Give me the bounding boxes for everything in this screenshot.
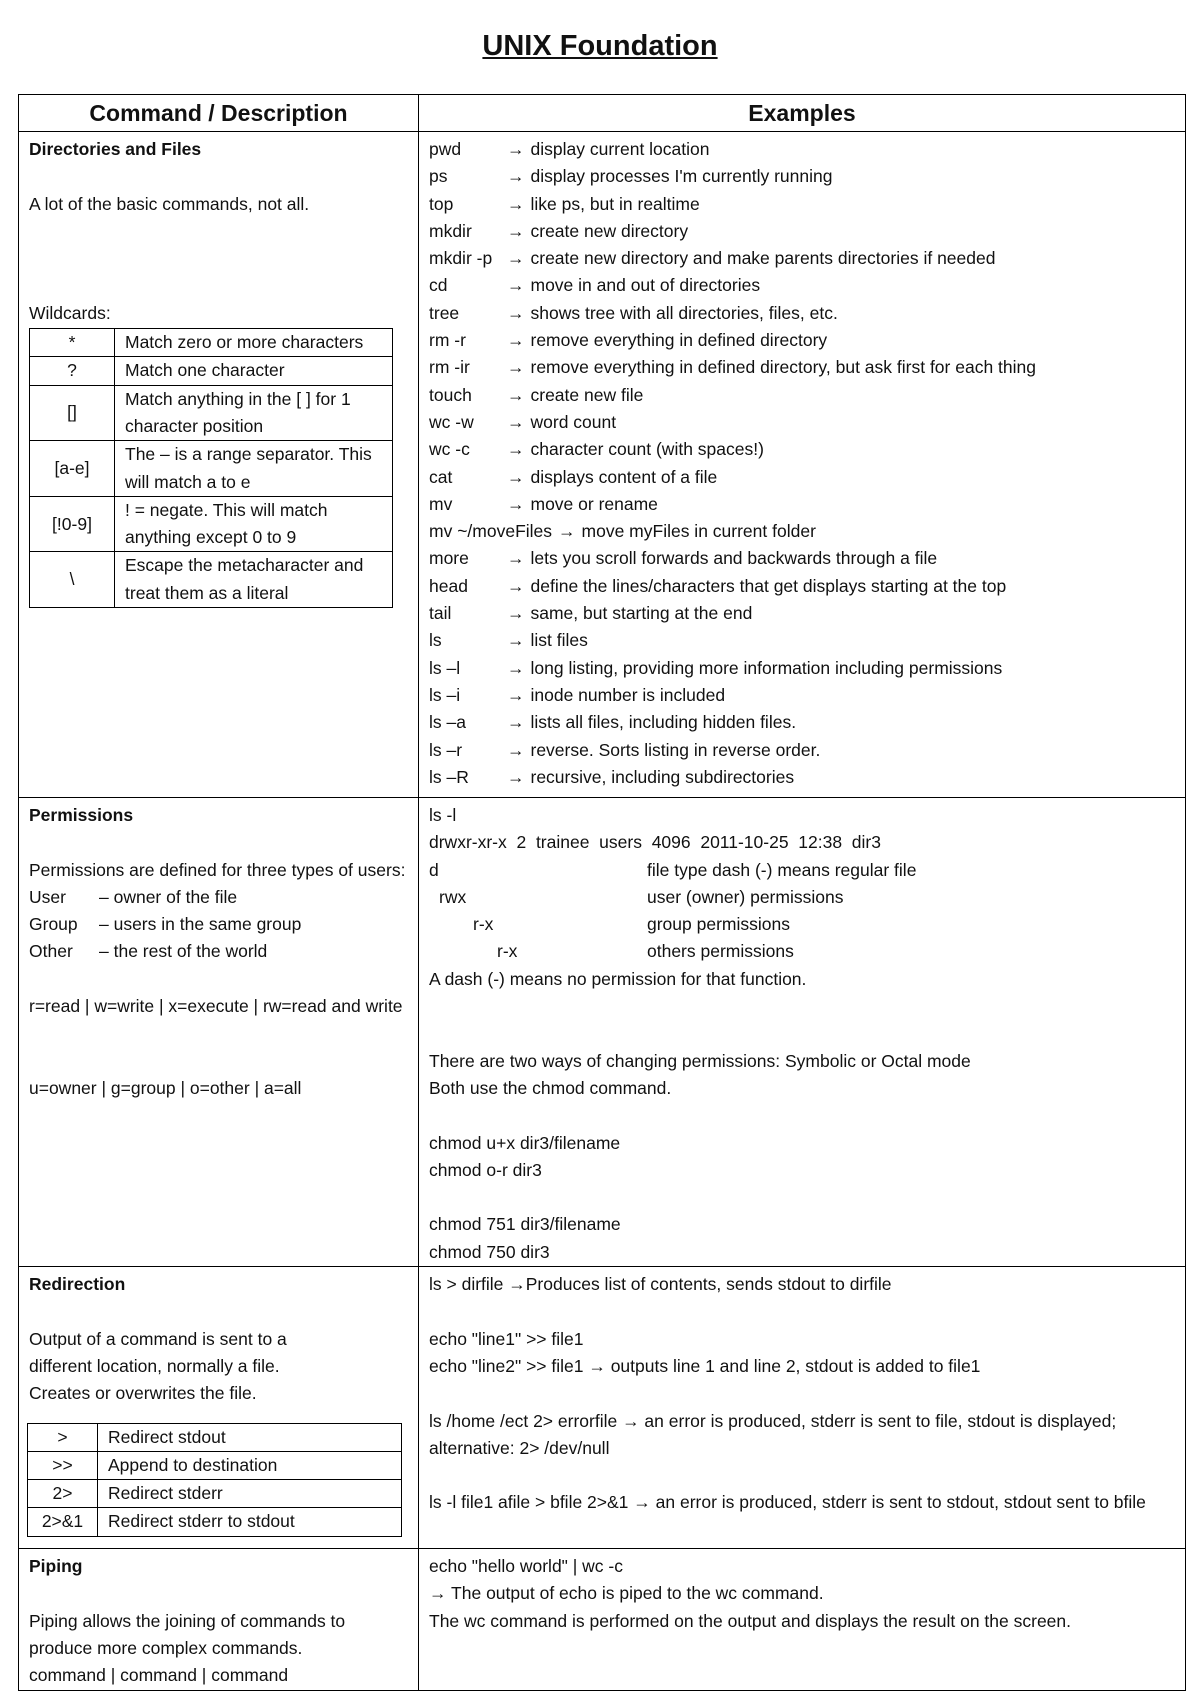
command-example [429,764,1177,791]
breakdown-desc: group permissions [647,914,790,935]
command-name: rm -ir [429,357,470,378]
wildcards-label: Wildcards: [29,302,111,323]
wildcard-symbol: [!0-9] [30,496,115,552]
command-description: remove everything in defined directory [530,330,828,351]
breakdown-desc: file type dash (-) means regular file [647,859,917,880]
operator-row [28,1508,402,1536]
command-description: inode number is included [530,684,726,705]
command-example [429,136,1177,163]
arrow-icon: → [507,220,525,241]
command-example-list [429,136,1177,791]
arrow-icon: → [507,357,525,378]
section-title: Directories and Files [29,139,202,159]
breakdown-part: rwx [439,886,467,907]
operator-description: Redirect stderr to stdout [98,1508,402,1536]
command-example [429,163,1177,190]
operator-symbol: > [28,1423,98,1451]
redirect-example: ls > dirfile →Produces list of contents, sends stdout to dirfile [429,1274,892,1295]
arrow-icon: → [507,384,525,405]
octal-example: chmod 751 dir3/filename [429,1214,621,1235]
command-name: pwd [429,139,462,159]
wildcard-symbol: * [30,329,115,357]
command-example [429,464,1177,491]
wildcard-symbol: [a-e] [30,441,115,497]
section-piping [19,1549,1186,1690]
breakdown-row [429,884,1177,911]
command-name: head [429,575,468,596]
arrow-icon: → [507,657,525,678]
arrow-icon: → [507,411,525,432]
redirection-operators-table [27,1423,402,1537]
arrow-icon: → [507,330,525,351]
command-example [429,354,1177,381]
wildcard-row [30,385,393,441]
command-name: tree [429,302,460,323]
command-name: top [429,193,454,214]
pipe-syntax: command | command | command [29,1665,289,1686]
command-description: move myFiles in current folder [581,521,816,542]
command-name: wc -c [429,439,470,460]
command-description: lists all files, including hidden files. [530,712,797,733]
operator-description: Append to destination [98,1451,402,1479]
piping-examples-cell [419,1549,1186,1690]
command-description: list files [530,630,588,651]
breakdown-desc: user (owner) permissions [647,886,844,907]
arrow-icon: → [507,766,525,787]
directories-examples-cell [419,132,1186,798]
command-example [429,191,1177,218]
user-type-desc: – owner of the file [99,886,238,907]
wildcard-description: ! = negate. This will match anything except 0 to 9 [115,496,393,552]
section-description: Output of a command is sent to a different location, normally a file. Creates or overwrites the file. [29,1328,287,1404]
command-example [429,709,1177,736]
pipe-example: echo "hello world" | wc -c [429,1556,623,1577]
command-description: create new file [530,384,644,405]
breakdown-part: r-x [473,914,494,935]
operator-symbol: >> [28,1451,98,1479]
command-name: wc -w [429,411,474,432]
command-example [429,272,1177,299]
command-example [429,627,1177,654]
command-description: lets you scroll forwards and backwards through a file [530,548,938,569]
section-description: Permissions are defined for three types of users: [29,859,406,880]
dash-note: A dash (-) means no permission for that function. [429,968,807,989]
command-name: ls –R [429,766,469,787]
permissions-description-cell [19,798,419,1267]
breakdown-row [429,911,1177,938]
operator-row [28,1423,402,1451]
wildcard-description: Escape the metacharacter and treat them as a literal [115,552,393,608]
user-type-user [29,884,410,911]
command-example [429,327,1177,354]
ugo-legend: u=owner | g=group | o=other | a=all [29,1077,302,1098]
user-type-name: Other [29,941,73,962]
redirect-example: ls -l file1 afile > bfile 2>&1 → an error is produced, stderr is sent to stdout, stdout sent to bfile [429,1492,1146,1513]
command-description: reverse. Sorts listing in reverse order. [530,739,821,760]
command-description: like ps, but in realtime [530,193,700,214]
command-description: define the lines/characters that get displays starting at the top [530,575,1007,596]
header-examples: Examples [419,95,1186,132]
operator-symbol: 2>&1 [28,1508,98,1536]
operator-description: Redirect stderr [98,1480,402,1508]
user-type-name: Group [29,914,78,935]
operator-description: Redirect stdout [98,1423,402,1451]
arrow-icon: → [507,712,525,733]
arrow-icon: → [507,493,525,514]
user-type-name: User [29,886,66,907]
pipe-example: → The output of echo is piped to the wc command. [429,1583,824,1604]
section-redirection [19,1267,1186,1549]
command-description: shows tree with all directories, files, etc. [530,302,838,323]
command-example [429,491,1177,518]
command-name: ls –i [429,684,461,705]
ways-line-2: Both use the chmod command. [429,1077,672,1098]
user-type-desc: – users in the same group [99,914,302,935]
arrow-icon: → [507,630,525,651]
command-description: move in and out of directories [530,275,761,296]
redirect-example: echo "line1" >> file1 [429,1328,584,1349]
arrow-icon: → [507,139,525,159]
wildcard-row [30,357,393,385]
command-description: remove everything in defined directory, but ask first for each thing [530,357,1036,378]
command-example [429,245,1177,272]
command-name: ls –a [429,712,466,733]
command-name: ps [429,166,448,187]
command-example [429,300,1177,327]
ls-command: ls -l [429,805,457,825]
arrow-icon: → [507,302,525,323]
arrow-icon: → [507,466,525,487]
arrow-icon: → [507,603,525,624]
directories-description-cell [19,132,419,798]
command-example [429,682,1177,709]
command-example [429,737,1177,764]
redirection-examples-cell [419,1267,1186,1549]
command-name: ls –r [429,739,463,760]
wildcard-description: Match anything in the [ ] for 1 character position [115,385,393,441]
redirect-example: echo "line2" >> file1 → outputs line 1 and line 2, stdout is added to file1 [429,1355,981,1376]
breakdown-part: d [429,859,439,880]
section-title: Permissions [29,805,134,825]
command-description: character count (with spaces!) [530,439,764,460]
command-description: display current location [530,139,710,159]
command-description: display processes I'm currently running [530,166,833,187]
wildcard-row [30,552,393,608]
user-type-group [29,911,410,938]
breakdown-part: r-x [497,941,518,962]
command-description: create new directory and make parents directories if needed [530,248,996,269]
rwx-legend: r=read | w=write | x=execute | rw=read and write [29,996,403,1017]
header-row [19,95,1186,132]
command-name: rm -r [429,330,466,351]
command-name: ls [429,630,442,651]
section-directories [19,132,1186,798]
wildcard-symbol: \ [30,552,115,608]
command-example [429,655,1177,682]
command-description: same, but starting at the end [530,603,753,624]
wildcard-symbol: ? [30,357,115,385]
command-name: more [429,548,469,569]
document-title: UNIX Foundation [482,30,718,62]
command-name: mkdir [429,220,472,241]
wildcards-table [29,328,393,608]
breakdown-row [429,857,1177,884]
header-command: Command / Description [19,95,419,132]
symbolic-example: chmod o-r dir3 [429,1159,542,1180]
section-title: Redirection [29,1274,126,1295]
command-example [429,382,1177,409]
section-description: A lot of the basic commands, not all. [29,193,310,214]
permissions-examples-cell [419,798,1186,1267]
command-name: cd [429,275,448,296]
arrow-icon: → [558,521,576,542]
command-description: recursive, including subdirectories [530,766,795,787]
command-name: mv [429,493,453,514]
command-example [429,409,1177,436]
command-example [429,518,1177,545]
arrow-icon: → [507,275,525,296]
wildcard-symbol: [] [30,385,115,441]
command-description: displays content of a file [530,466,718,487]
arrow-icon: → [507,248,525,269]
command-example [429,545,1177,572]
arrow-icon: → [507,548,525,569]
command-description: create new directory [530,220,689,241]
breakdown-desc: others permissions [647,941,794,962]
user-type-other [29,938,410,965]
arrow-icon: → [507,439,525,460]
command-example [429,600,1177,627]
command-example [429,436,1177,463]
octal-example: chmod 750 dir3 [429,1241,550,1262]
wildcard-description: Match one character [115,357,393,385]
section-description: Piping allows the joining of commands to produce more complex commands. [29,1610,346,1658]
wildcard-row [30,496,393,552]
operator-row [28,1451,402,1479]
operator-symbol: 2> [28,1480,98,1508]
ls-output: drwxr-xr-x 2 trainee users 4096 2011-10-25 12:38 dir3 [429,832,881,853]
main-table [18,94,1186,1691]
piping-description-cell [19,1549,419,1690]
user-type-desc: – the rest of the world [99,941,268,962]
redirect-example: ls /home /ect 2> errorfile → an error is produced, stderr is sent to file, stdout is displayed; alternative: 2> /dev/null [429,1410,1117,1458]
arrow-icon: → [507,166,525,187]
wildcard-description: The – is a range separator. This will match a to e [115,441,393,497]
arrow-icon: → [507,575,525,596]
ways-line-1: There are two ways of changing permissions: Symbolic or Octal mode [429,1050,971,1071]
command-description: long listing, providing more information including permissions [530,657,1003,678]
arrow-icon: → [507,739,525,760]
section-permissions [19,798,1186,1267]
command-description: move or rename [530,493,658,514]
command-example [429,218,1177,245]
arrow-icon: → [507,193,525,214]
symbolic-example: chmod u+x dir3/filename [429,1132,621,1153]
command-description: word count [530,411,617,432]
command-name: mkdir -p [429,248,493,269]
command-name: mv ~/moveFiles [429,521,553,542]
breakdown-row [429,938,1177,965]
command-name: cat [429,466,453,487]
operator-row [28,1480,402,1508]
command-name: tail [429,603,452,624]
arrow-icon: → [507,684,525,705]
wildcard-row [30,329,393,357]
wildcard-description: Match zero or more characters [115,329,393,357]
wildcard-row [30,441,393,497]
pipe-example: The wc command is performed on the output and displays the result on the screen. [429,1610,1072,1631]
command-name: touch [429,384,472,405]
command-example [429,573,1177,600]
command-name: ls –l [429,657,461,678]
section-title: Piping [29,1556,83,1577]
redirection-description-cell [19,1267,419,1549]
